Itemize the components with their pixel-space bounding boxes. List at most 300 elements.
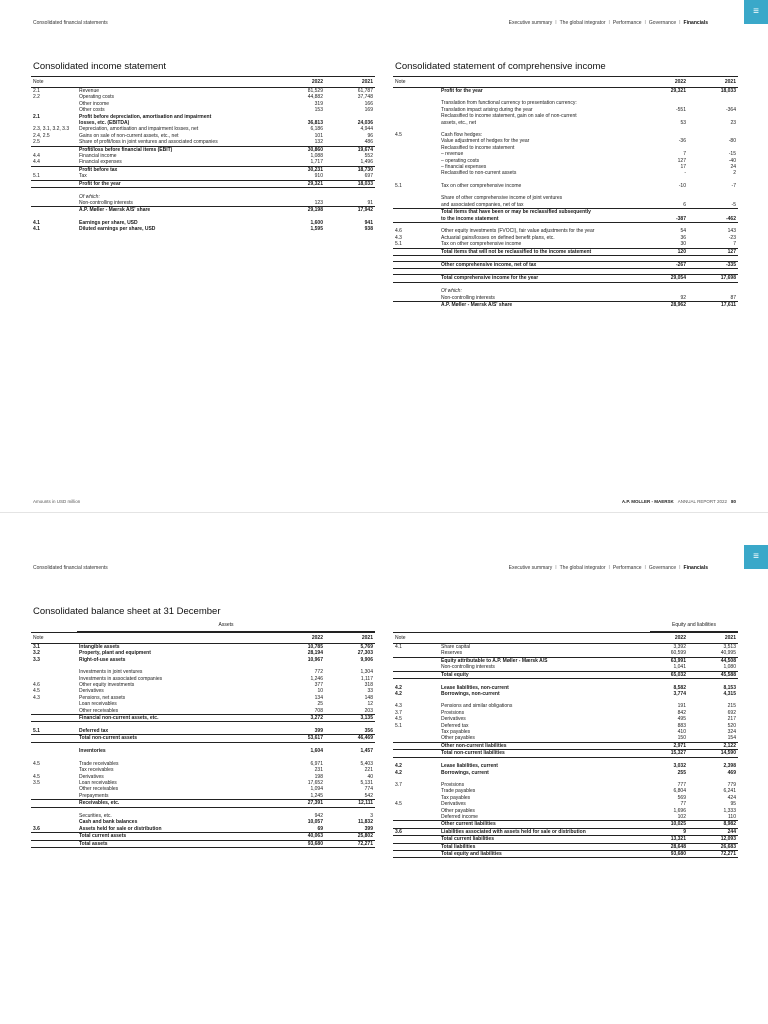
value-cell-v21: 244 (688, 828, 738, 835)
value-cell-v21: -23 (728, 234, 736, 241)
note-cell: 3.3 (33, 656, 40, 663)
value-cell-v22: 6 (683, 201, 686, 208)
value-cell-v22: 3,272 (273, 715, 325, 722)
table-row (393, 821, 738, 828)
value-cell-v21: 27,303 (357, 650, 373, 657)
value-cell-v22: 1,600 (310, 219, 323, 226)
value-cell-v22: 93,680 (636, 850, 688, 857)
comprehensive-income-title: Consolidated statement of comprehensive income (395, 61, 606, 72)
value-cell-v21: -40 (728, 157, 736, 164)
value-cell-v22: 93,680 (273, 840, 325, 847)
note-cell (31, 793, 77, 800)
note-cell: 2.5 (33, 139, 40, 146)
label-cell: A.P. Møller - Mærsk A/S' share (77, 207, 273, 214)
value-cell-v22: 40,063 (273, 833, 325, 840)
value-cell-v22: 777 (677, 781, 686, 788)
value-cell-v21: 72,271 (688, 850, 738, 857)
note-cell: 4.1 (33, 226, 40, 233)
value-cell-v22 (636, 209, 688, 216)
note-cell: 5.1 (395, 722, 402, 729)
label-cell: Other receivables (79, 786, 119, 793)
value-cell-v22: 377 (314, 682, 323, 689)
label-cell: Pensions, net assets (79, 694, 126, 701)
value-cell-v21: 87 (730, 294, 736, 301)
note-cell: 4.3 (33, 694, 40, 701)
note-cell: 2.3, 3.1, 3.2, 3.3 (33, 126, 70, 133)
value-cell-v21: 7 (733, 241, 736, 248)
label-cell: Lease liabilities, non-current (441, 684, 509, 691)
label-cell: Equity attributable to A.P. Møller - Mærsk A/S (439, 657, 636, 664)
label-cell: Total current liabilities (439, 836, 636, 843)
value-cell-v22: 772 (314, 669, 323, 676)
label-cell: Tax (79, 173, 87, 180)
note-cell: 4.3 (395, 703, 402, 710)
value-cell-v22: 54 (680, 228, 686, 235)
header-nav (509, 20, 708, 26)
note-cell (393, 814, 439, 821)
value-cell-v22: 134 (314, 694, 323, 701)
value-cell-v21: 19,674 (325, 146, 375, 153)
label-cell: and associated companies, net of tax (441, 201, 524, 208)
table-row (31, 735, 375, 742)
value-cell-v22: 120 (636, 248, 688, 255)
value-cell-v21: -7 (731, 182, 736, 189)
menu-icon[interactable]: ≡ (744, 545, 768, 569)
table-row (393, 302, 738, 309)
label-cell: Translation impact arising during the year (441, 106, 533, 113)
table-row (393, 650, 738, 657)
header-nav (509, 565, 708, 571)
header-section-label: Consolidated financial statements (33, 20, 108, 26)
label-cell: Profit before tax (77, 166, 273, 173)
value-cell-v22: 10,785 (307, 644, 323, 650)
label-cell: Other receivables (79, 707, 119, 714)
table-row (31, 833, 375, 840)
note-cell: 3.7 (395, 709, 402, 716)
value-cell-v21: 24 (730, 164, 736, 171)
note-cell: 5.1 (395, 241, 402, 248)
label-cell: Reclassified to income statement (441, 144, 515, 151)
note-cell: 4.2 (395, 690, 402, 697)
column-header-2022: 2022 (636, 77, 688, 88)
label-cell: Total equity (439, 671, 636, 678)
label-cell: Borrowings, non-current (441, 690, 500, 697)
balance-sheet-title: Consolidated balance sheet at 31 December (33, 606, 221, 617)
table-header-row (31, 77, 375, 88)
value-cell-v21: 23 (730, 119, 736, 126)
value-cell-v22: 255 (677, 769, 686, 776)
assets-table (31, 632, 375, 848)
value-cell-v22: 1,696 (673, 807, 686, 814)
label-cell: Profit/loss before financial items (EBIT) (77, 146, 273, 153)
value-cell-v21: 1,333 (723, 807, 736, 814)
label-cell: Cash flow hedges: (441, 132, 483, 139)
label-cell: Total non-current liabilities (439, 750, 636, 757)
note-cell: 2.4, 2.5 (33, 132, 50, 139)
value-cell-v21: 1,496 (360, 159, 373, 166)
note-cell: 3.7 (395, 781, 402, 788)
note-cell (393, 650, 439, 657)
note-cell (393, 836, 439, 843)
table-row (393, 836, 738, 843)
label-cell: Revenue (79, 88, 100, 94)
note-cell (31, 200, 77, 207)
value-cell-v21: 5,403 (360, 760, 373, 767)
label-cell: assets, etc., net (441, 119, 477, 126)
note-cell (31, 735, 77, 742)
value-cell-v22: 883 (677, 722, 686, 729)
label-cell: Reclassified to income statement, gain on sale of non-current (441, 113, 577, 120)
value-cell-v21: 2,398 (723, 763, 736, 770)
note-cell (31, 715, 77, 722)
value-cell-v22: 36 (680, 234, 686, 241)
value-cell-v21: 424 (727, 794, 736, 801)
value-cell-v21: 938 (364, 226, 373, 233)
value-cell-v21: 356 (364, 727, 373, 734)
footer-page-number: 80 (730, 499, 736, 504)
label-cell: Tax payables (441, 728, 471, 735)
nav-financials[interactable]: Financials (683, 565, 708, 571)
note-cell (31, 708, 77, 715)
label-cell: Liabilities associated with assets held for sale or distribution (439, 828, 636, 835)
table-row (393, 814, 738, 821)
value-cell-v22: 1,717 (310, 159, 323, 166)
value-cell-v21: -15 (728, 151, 736, 158)
label-cell: Other comprehensive income, net of tax (439, 262, 636, 269)
nav-separator: I (644, 20, 646, 26)
value-cell-v22: 708 (314, 707, 323, 714)
value-cell-v21: 127 (688, 248, 738, 255)
label-cell: Loan receivables (79, 701, 117, 708)
value-cell-v22: 3,774 (673, 690, 686, 697)
value-cell-v22: 191 (677, 703, 686, 710)
value-cell-v21: 1,457 (360, 748, 373, 755)
note-cell: 4.2 (395, 684, 402, 691)
value-cell-v21: 166 (364, 100, 373, 107)
column-header-note: Note (393, 77, 439, 88)
value-cell-v21: 45,588 (688, 671, 738, 678)
note-cell (31, 146, 77, 153)
label-cell: Value adjustment of hedges for the year (441, 138, 530, 145)
label-cell: Securities, etc. (79, 813, 112, 820)
table-row (393, 275, 738, 282)
value-cell-v21: 8,153 (723, 684, 736, 691)
value-cell-v21: 399 (364, 825, 373, 832)
value-cell-v21: 25,802 (325, 833, 375, 840)
label-cell: Non-controlling interests (441, 294, 495, 301)
label-cell: Other costs (79, 107, 105, 114)
label-cell: Total non-current assets (77, 735, 273, 742)
value-cell-v22: 28,648 (636, 843, 688, 850)
value-cell-v21: 1,117 (360, 675, 373, 682)
value-cell-v22: 10,967 (307, 656, 323, 663)
note-cell (393, 750, 439, 757)
value-cell-v22: 102 (677, 813, 686, 820)
value-cell-v22: 1,246 (310, 675, 323, 682)
value-cell-v21: 17,942 (325, 207, 375, 214)
value-cell-v22: 17,652 (307, 779, 323, 786)
table-row (393, 735, 738, 742)
label-cell: Financial income (79, 153, 117, 160)
label-cell: Prepayments (79, 792, 109, 799)
note-cell: 2.2 (33, 94, 40, 101)
note-cell: 4.5 (33, 688, 40, 695)
footer-amounts-note: Amounts in USD million (33, 499, 81, 504)
value-cell-v22: 10,057 (307, 819, 323, 826)
label-cell: Other current liabilities (439, 821, 636, 828)
table-row (393, 644, 738, 651)
value-cell-v22: 60,599 (670, 650, 686, 657)
table-row (31, 173, 375, 180)
note-cell: 5.1 (33, 727, 40, 734)
nav-separator: I (679, 565, 681, 571)
column-header-label (439, 633, 636, 644)
value-cell-v21: 486 (364, 139, 373, 146)
value-cell-v21: 2,122 (688, 742, 738, 749)
value-cell-v21: 96 (367, 132, 373, 139)
value-cell-v22: 6,186 (310, 126, 323, 133)
table-row (31, 200, 375, 207)
value-cell-v21: 18,033 (325, 180, 375, 187)
note-cell (31, 180, 77, 187)
nav-separator: I (608, 20, 610, 26)
menu-icon[interactable]: ≡ (744, 0, 768, 24)
note-cell: 4.5 (395, 801, 402, 808)
nav-governance[interactable]: Governance (648, 565, 677, 571)
label-cell: Intangible assets (79, 644, 120, 650)
note-cell: 4.1 (33, 219, 40, 226)
column-header-label (77, 77, 273, 88)
table-row (393, 750, 738, 757)
value-cell-v22: 15,327 (636, 750, 688, 757)
value-cell-v22: 53 (680, 119, 686, 126)
value-cell-v21: 72,271 (325, 840, 375, 847)
label-cell: Share of profit/loss in joint ventures and associated companies (79, 139, 218, 146)
value-cell-v21: 61,787 (357, 88, 373, 94)
value-cell-v22: 7 (683, 151, 686, 158)
value-cell-v22: 81,529 (307, 88, 323, 94)
label-cell: Non-controlling interests (441, 664, 495, 671)
label-cell: Assets held for sale or distribution (79, 825, 162, 832)
equity-liabilities-table (393, 632, 738, 858)
label-cell: Other payables (441, 807, 475, 814)
value-cell-v22: 3,392 (673, 644, 686, 650)
label-cell: Reclassified to non-current assets (441, 170, 517, 177)
value-cell-v21: 217 (727, 716, 736, 723)
column-header-2021: 2021 (688, 633, 738, 644)
assets-header: Assets (77, 622, 375, 632)
value-cell-v21: 169 (364, 107, 373, 114)
label-cell: Operating costs (79, 94, 115, 101)
value-cell-v21: 774 (364, 786, 373, 793)
value-cell-v21: 6,241 (723, 788, 736, 795)
table-row (393, 295, 738, 302)
column-header-note: Note (31, 77, 77, 88)
label-cell: Property, plant and equipment (79, 650, 151, 657)
value-cell-v21: 24,036 (357, 120, 373, 127)
income-statement-title: Consolidated income statement (33, 61, 167, 72)
value-cell-v22: 319 (314, 100, 323, 107)
note-cell: 3.5 (33, 779, 40, 786)
label-cell: Deferred income (441, 813, 478, 820)
value-cell-v21: 12 (367, 701, 373, 708)
nav-global-integrator[interactable]: The global integrator (559, 20, 606, 26)
table-row (393, 742, 738, 749)
column-header-2022: 2022 (636, 633, 688, 644)
column-header-2021: 2021 (325, 633, 375, 644)
value-cell-v21: 143 (727, 228, 736, 235)
note-cell (31, 207, 77, 214)
note-cell: 5.1 (395, 182, 402, 189)
value-cell-v22: 10 (317, 688, 323, 695)
label-cell: Total items that have been or may be reclassified subsequently (439, 209, 636, 216)
value-cell-v21: 9,906 (360, 656, 373, 663)
label-cell: Right-of-use assets (79, 656, 126, 663)
column-header-note: Note (31, 633, 77, 644)
value-cell-v22: 150 (677, 735, 686, 742)
table-row (31, 139, 375, 146)
table-row (31, 728, 375, 735)
note-cell: 4.5 (33, 773, 40, 780)
footer-report-info (622, 499, 736, 504)
note-cell: 3.6 (393, 828, 439, 835)
value-cell-v22: 942 (314, 813, 323, 820)
note-cell (31, 166, 77, 173)
note-cell (393, 735, 439, 742)
note-cell: 4.5 (33, 760, 40, 767)
value-cell-v21: 5,131 (360, 779, 373, 786)
value-cell-v21: 110 (728, 813, 736, 820)
value-cell-v21: 221 (364, 767, 373, 774)
value-cell-v22: -551 (675, 106, 686, 113)
value-cell-v22: 6,804 (673, 788, 686, 795)
table-row (31, 826, 375, 833)
table-row (31, 146, 375, 153)
value-cell-v21: 12,093 (688, 836, 738, 843)
value-cell-v21: 26,683 (688, 843, 738, 850)
value-cell-v21: 148 (364, 694, 373, 701)
value-cell-v21: 40 (367, 773, 373, 780)
nav-performance[interactable]: Performance (612, 20, 642, 26)
value-cell-v22: 1,088 (310, 153, 323, 160)
value-cell-v21: 95 (730, 801, 736, 808)
header-section-label: Consolidated financial statements (33, 565, 108, 571)
nav-performance[interactable]: Performance (612, 565, 642, 571)
value-cell-v22: 198 (314, 773, 323, 780)
value-cell-v21: 692 (727, 709, 736, 716)
label-cell: Total equity and liabilities (439, 850, 636, 857)
value-cell-v21: 3 (370, 813, 373, 820)
label-cell: Deferred tax (441, 722, 469, 729)
value-cell-v22: 842 (677, 709, 686, 716)
note-cell (393, 850, 439, 857)
value-cell-v21: 5,769 (360, 644, 373, 650)
nav-separator: I (679, 20, 681, 26)
label-cell: Profit for the year (441, 88, 483, 94)
value-cell-v21: 552 (364, 153, 373, 160)
nav-executive-summary[interactable]: Executive summary (508, 20, 553, 26)
nav-executive-summary[interactable]: Executive summary (508, 565, 553, 571)
nav-financials[interactable]: Financials (683, 20, 708, 26)
value-cell-v22: 77 (680, 801, 686, 808)
value-cell-v22: 495 (677, 716, 686, 723)
note-cell (393, 295, 439, 302)
label-cell: Trade payables (441, 788, 476, 795)
label-cell: Other equity investments (FVOCI), fair value adjustments for the year (441, 228, 595, 235)
value-cell-v22: - (684, 170, 686, 177)
table-row (31, 840, 375, 847)
value-cell-v21: 318 (364, 682, 373, 689)
label-cell: Investments in joint ventures (79, 669, 143, 676)
label-cell: Diluted earnings per share, USD (79, 226, 156, 233)
value-cell-v21: 697 (364, 173, 373, 180)
label-cell: Tax on other comprehensive income (441, 182, 522, 189)
value-cell-v21: 18,033 (720, 88, 736, 94)
label-cell: Derivatives (441, 801, 466, 808)
table-row (393, 671, 738, 678)
value-cell-v22: 10,025 (636, 821, 688, 828)
nav-separator: I (644, 565, 646, 571)
nav-global-integrator[interactable]: The global integrator (559, 565, 606, 571)
value-cell-v21: 11,832 (357, 819, 373, 826)
value-cell-v21: 17,611 (688, 302, 738, 309)
label-cell: Borrowings, current (441, 769, 489, 776)
table-row (31, 207, 375, 214)
label-cell: Non-controlling interests (79, 200, 133, 206)
note-cell: 4.5 (395, 132, 402, 139)
value-cell-v22: 30,231 (273, 166, 325, 173)
note-cell: 4.4 (33, 159, 40, 166)
value-cell-v22: 29,054 (636, 275, 688, 282)
label-cell: Total current assets (77, 833, 273, 840)
label-cell: Inventories (79, 748, 106, 755)
label-cell: Profit for the year (77, 180, 273, 187)
table-row (393, 843, 738, 850)
value-cell-v22: 17 (680, 164, 686, 171)
value-cell-v21: 18,730 (325, 166, 375, 173)
value-cell-v21: -335 (688, 262, 738, 269)
column-header-label (439, 77, 636, 88)
footer-company: A.P. MOLLER - MAERSK (621, 499, 674, 504)
label-cell: Provisions (441, 781, 465, 788)
note-cell (393, 302, 439, 309)
label-cell: Tax receivables (79, 767, 114, 774)
value-cell-v21: 779 (727, 781, 736, 788)
label-cell: losses, etc. (EBITDA) (79, 120, 130, 127)
comprehensive-income-table (393, 76, 738, 309)
label-cell: Total assets (77, 840, 273, 847)
value-cell-v22: 101 (314, 132, 323, 139)
value-cell-v22: 910 (314, 173, 323, 180)
value-cell-v22: 1,604 (310, 748, 323, 755)
value-cell-v22: 3,032 (673, 763, 686, 770)
nav-governance[interactable]: Governance (648, 20, 677, 26)
table-row (31, 793, 375, 800)
note-cell (393, 742, 439, 749)
note-cell: 4.3 (395, 234, 402, 241)
label-cell: Of which: (79, 193, 100, 200)
table-row (31, 226, 375, 232)
value-cell-v22: 8,582 (673, 684, 686, 691)
value-cell-v21: -5 (731, 201, 736, 208)
table-row (393, 850, 738, 857)
label-cell: Total liabilities (439, 843, 636, 850)
label-cell: Pensions and similar obligations (441, 703, 513, 710)
value-cell-v21: 3,513 (723, 644, 736, 650)
value-cell-v21: 203 (364, 707, 373, 714)
value-cell-v21: 1,080 (723, 664, 736, 671)
value-cell-v22: 29,321 (670, 88, 686, 94)
